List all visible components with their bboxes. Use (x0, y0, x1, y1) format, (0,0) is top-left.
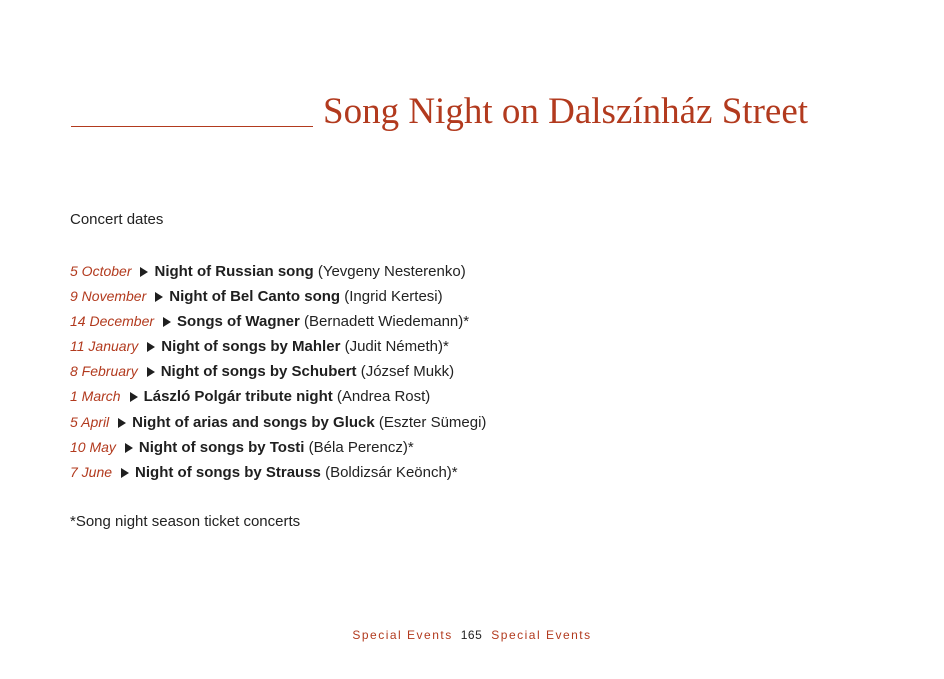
concert-date: 5 April (70, 413, 110, 430)
section-heading: Concert dates (70, 211, 164, 228)
concert-title: Night of songs by Schubert (160, 363, 357, 381)
concert-title: László Polgár tribute night (143, 388, 333, 406)
title-rule (71, 126, 313, 127)
concert-date: 5 October (70, 263, 132, 279)
footer-section-left: Special Events (352, 628, 453, 642)
title-row (71, 88, 901, 138)
concert-item (70, 461, 486, 486)
concert-date: 1 March (70, 388, 121, 405)
concert-performer: (Ingrid Kertesi) (344, 288, 443, 306)
arrow-icon (147, 342, 155, 352)
concert-title: Songs of Wagner (177, 313, 300, 331)
concert-item (70, 360, 486, 385)
concert-title: Night of songs by Mahler (161, 338, 341, 356)
concert-performer: (Bernadett Wiedemann)* (304, 313, 470, 331)
concert-item (70, 285, 486, 310)
concert-performer: (Yevgeny Nesterenko) (317, 263, 466, 280)
arrow-icon (130, 392, 138, 402)
arrow-icon (121, 468, 129, 478)
arrow-icon (118, 418, 126, 428)
concert-item (70, 335, 486, 360)
concert-title: Night of Bel Canto song (169, 288, 341, 306)
concert-list (70, 260, 486, 486)
arrow-icon (163, 317, 171, 327)
concert-performer: (Eszter Sümegi) (378, 413, 487, 431)
concert-date: 14 December (70, 313, 155, 330)
concert-performer: (Judit Németh)* (344, 338, 449, 356)
footer-section-right: Special Events (491, 628, 592, 642)
page-title: Song Night on Dalszínház Street (323, 91, 809, 132)
concert-title: Night of Russian song (154, 263, 314, 280)
concert-performer: (Béla Perencz)* (308, 438, 414, 456)
concert-item (70, 385, 486, 410)
concert-date: 10 May (70, 438, 116, 455)
concert-title: Night of songs by Tosti (138, 438, 305, 456)
concert-performer: (József Mukk) (360, 363, 455, 381)
footnote: *Song night season ticket concerts (70, 513, 301, 530)
page-number: 165 (460, 628, 483, 642)
concert-date: 9 November (70, 288, 147, 305)
concert-date: 11 January (70, 338, 139, 355)
concert-item (70, 411, 486, 436)
page-footer (0, 626, 944, 644)
concert-item (70, 260, 486, 285)
concert-date: 8 February (70, 363, 138, 380)
concert-item (70, 310, 486, 335)
concert-item (70, 436, 486, 461)
concert-performer: (Boldizsár Keönch)* (325, 463, 458, 481)
concert-date: 7 June (70, 463, 113, 480)
arrow-icon (125, 443, 133, 453)
arrow-icon (140, 267, 148, 277)
concert-title: Night of arias and songs by Gluck (132, 413, 375, 431)
arrow-icon (147, 367, 155, 377)
arrow-icon (155, 292, 163, 302)
concert-performer: (Andrea Rost) (336, 388, 431, 406)
concert-title: Night of songs by Strauss (135, 463, 321, 481)
